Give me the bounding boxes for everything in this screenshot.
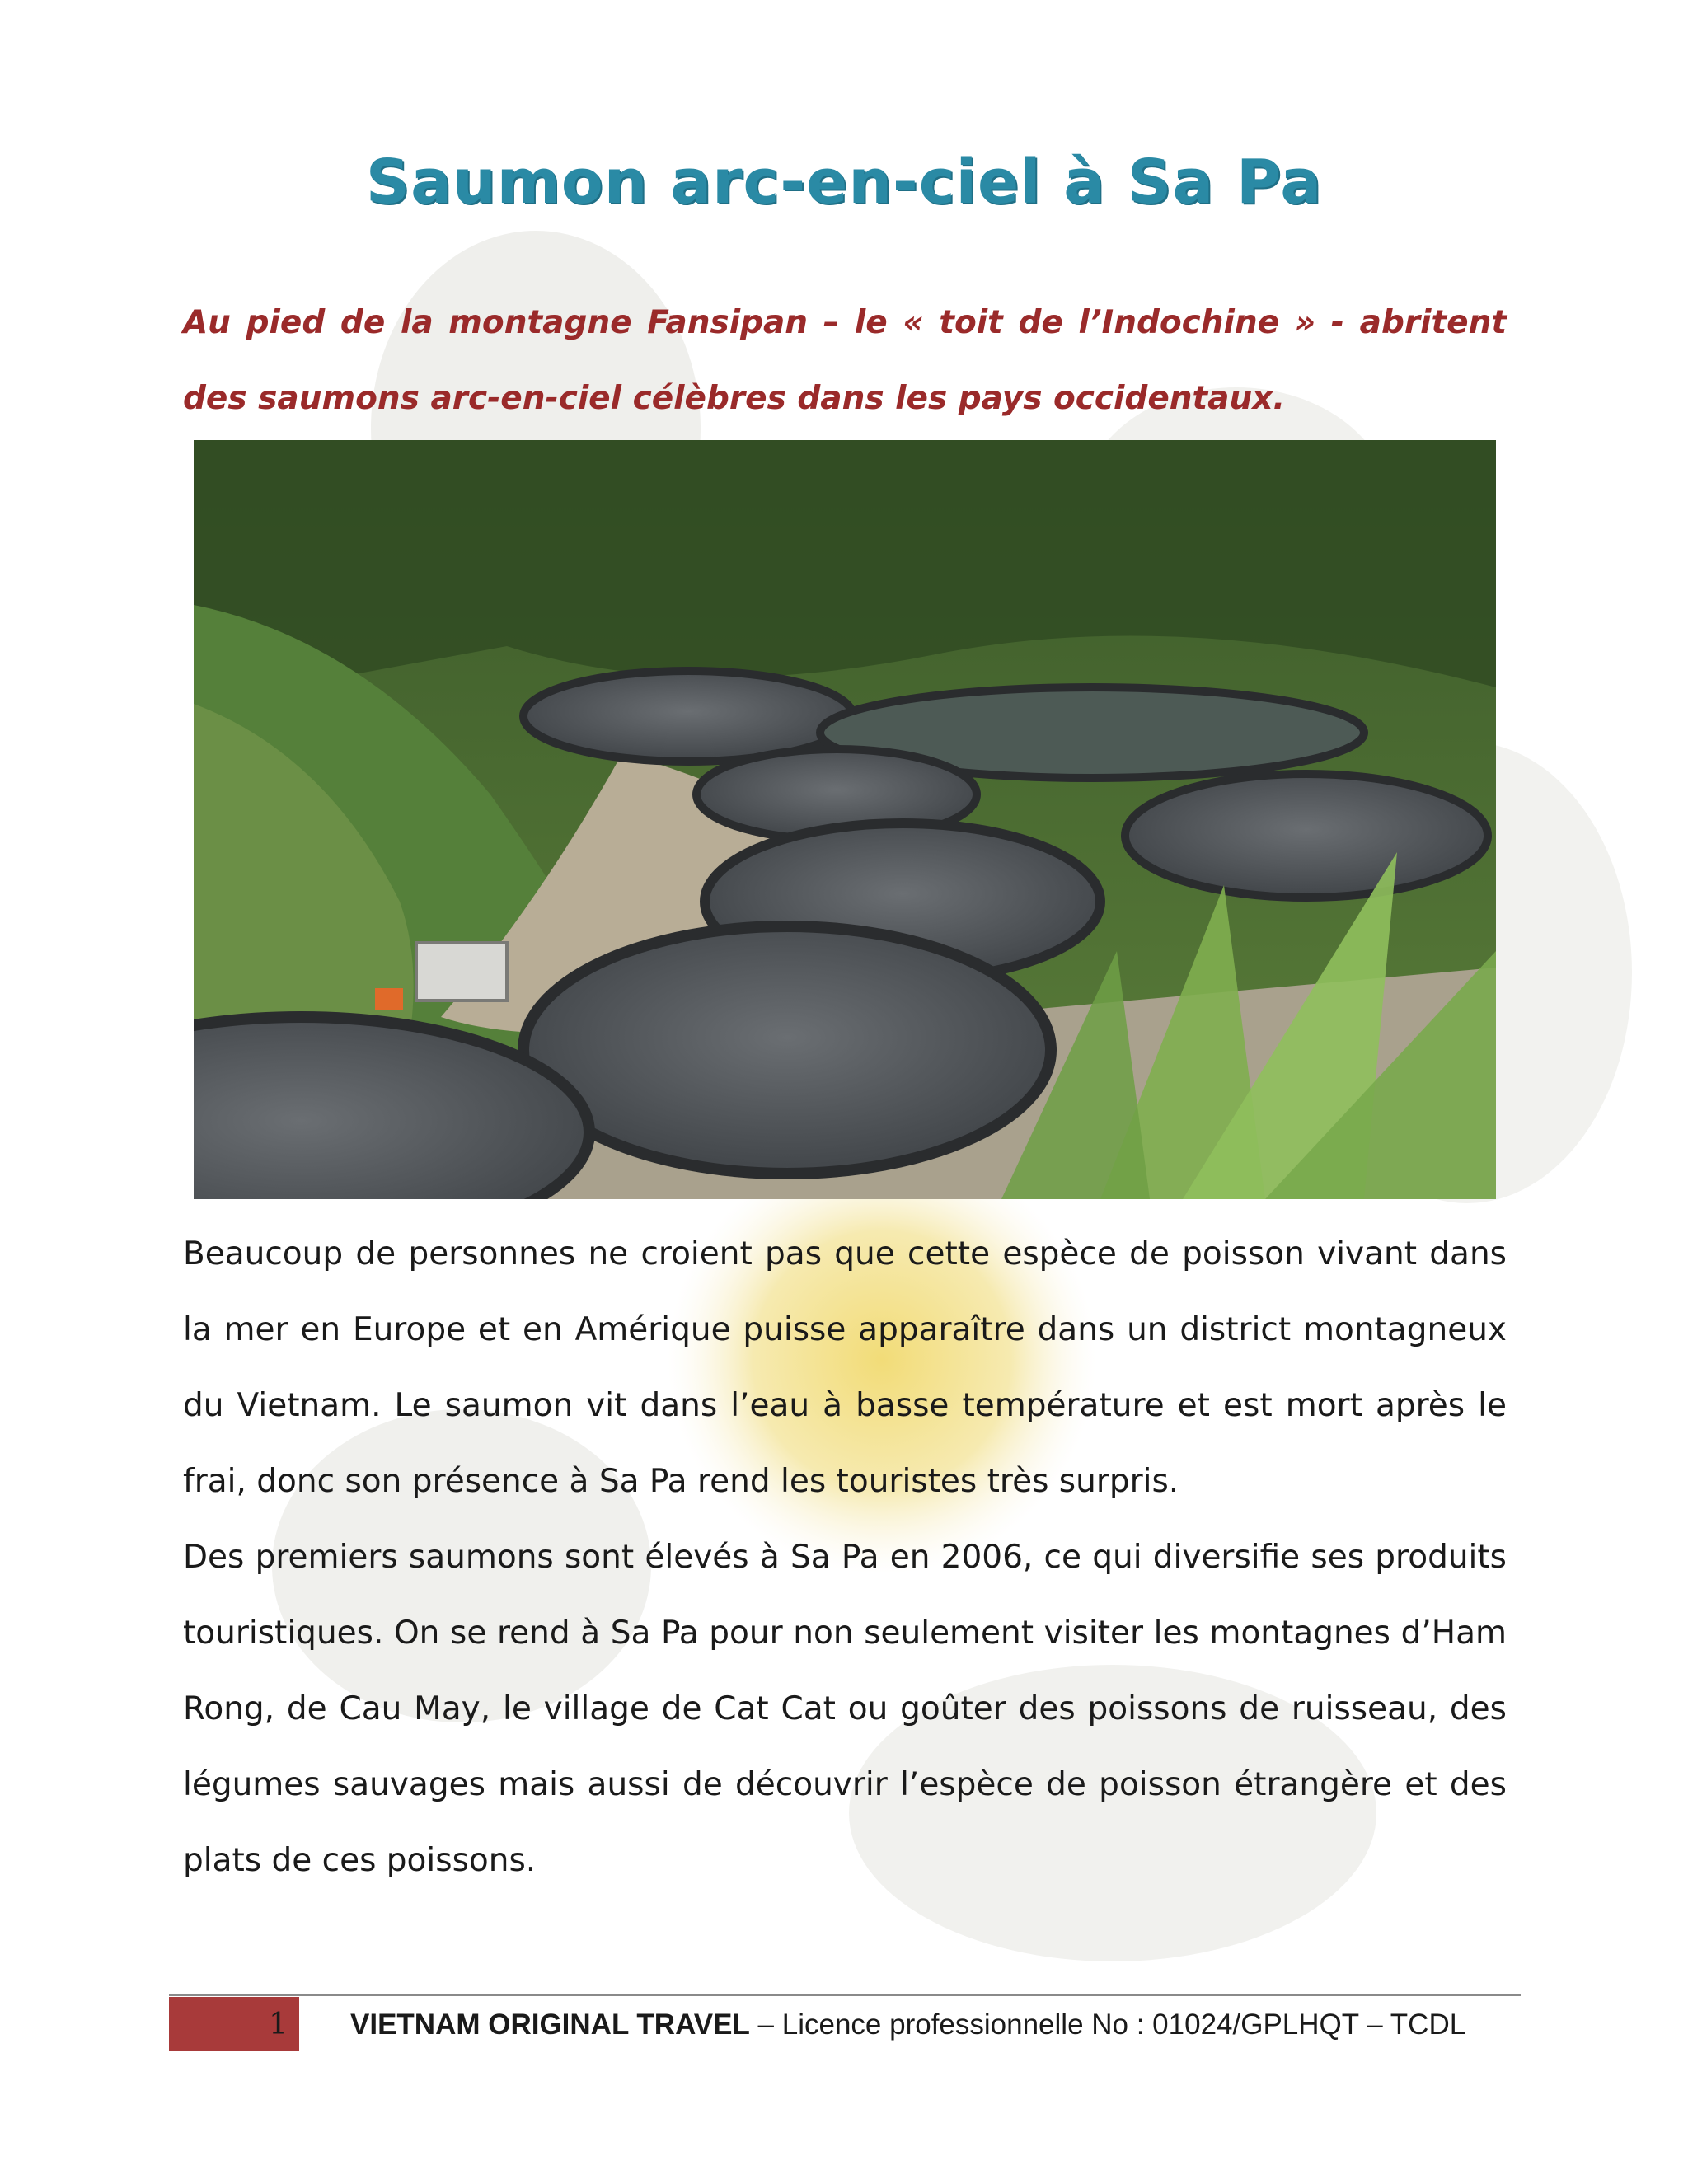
- footer-brand: VIETNAM ORIGINAL TRAVEL: [350, 2008, 750, 2041]
- page-number: 1: [269, 2007, 288, 2041]
- page-title: Saumon arc-en-ciel à Sa Pa: [365, 147, 1323, 218]
- footer-rule: [169, 1994, 1521, 1996]
- lead-paragraph: Au pied de la montagne Fansipan – le « toit de l’Indochine » - abritent des saumons arc-en-ciel célèbres dans les pays occidentaux.: [183, 304, 1507, 417]
- footer-license: – Licence professionnelle No : 01024/GPLHQT – TCDL: [749, 2008, 1466, 2041]
- page-number-box: [169, 1997, 299, 2051]
- body-paragraph-1: Beaucoup de personnes ne croient pas que cette espèce de poisson vivant dans la mer en Europe et en Amérique puisse apparaître dans un district montagneux du Vietnam. Le saumon vit dans l’eau à basse température et est mort après le frai, donc son présence à Sa Pa rend les touristes très surpris.: [183, 1235, 1507, 1500]
- footer-text: [350, 2008, 1521, 2041]
- salmon-farm-photo: [194, 440, 1496, 1199]
- body-paragraph-2: Des premiers saumons sont élevés à Sa Pa en 2006, ce qui diversifie ses produits touristiques. On se rend à Sa Pa pour non seulement visiter les montagnes d’Ham Rong, de Cau May, le village de Cat Cat ou goûter des poissons de ruisseau, des légumes sauvages mais aussi de découvrir l’espèce de poisson étrangère et des plats de ces poissons.: [183, 1539, 1507, 1879]
- body-text: [183, 1216, 1507, 1899]
